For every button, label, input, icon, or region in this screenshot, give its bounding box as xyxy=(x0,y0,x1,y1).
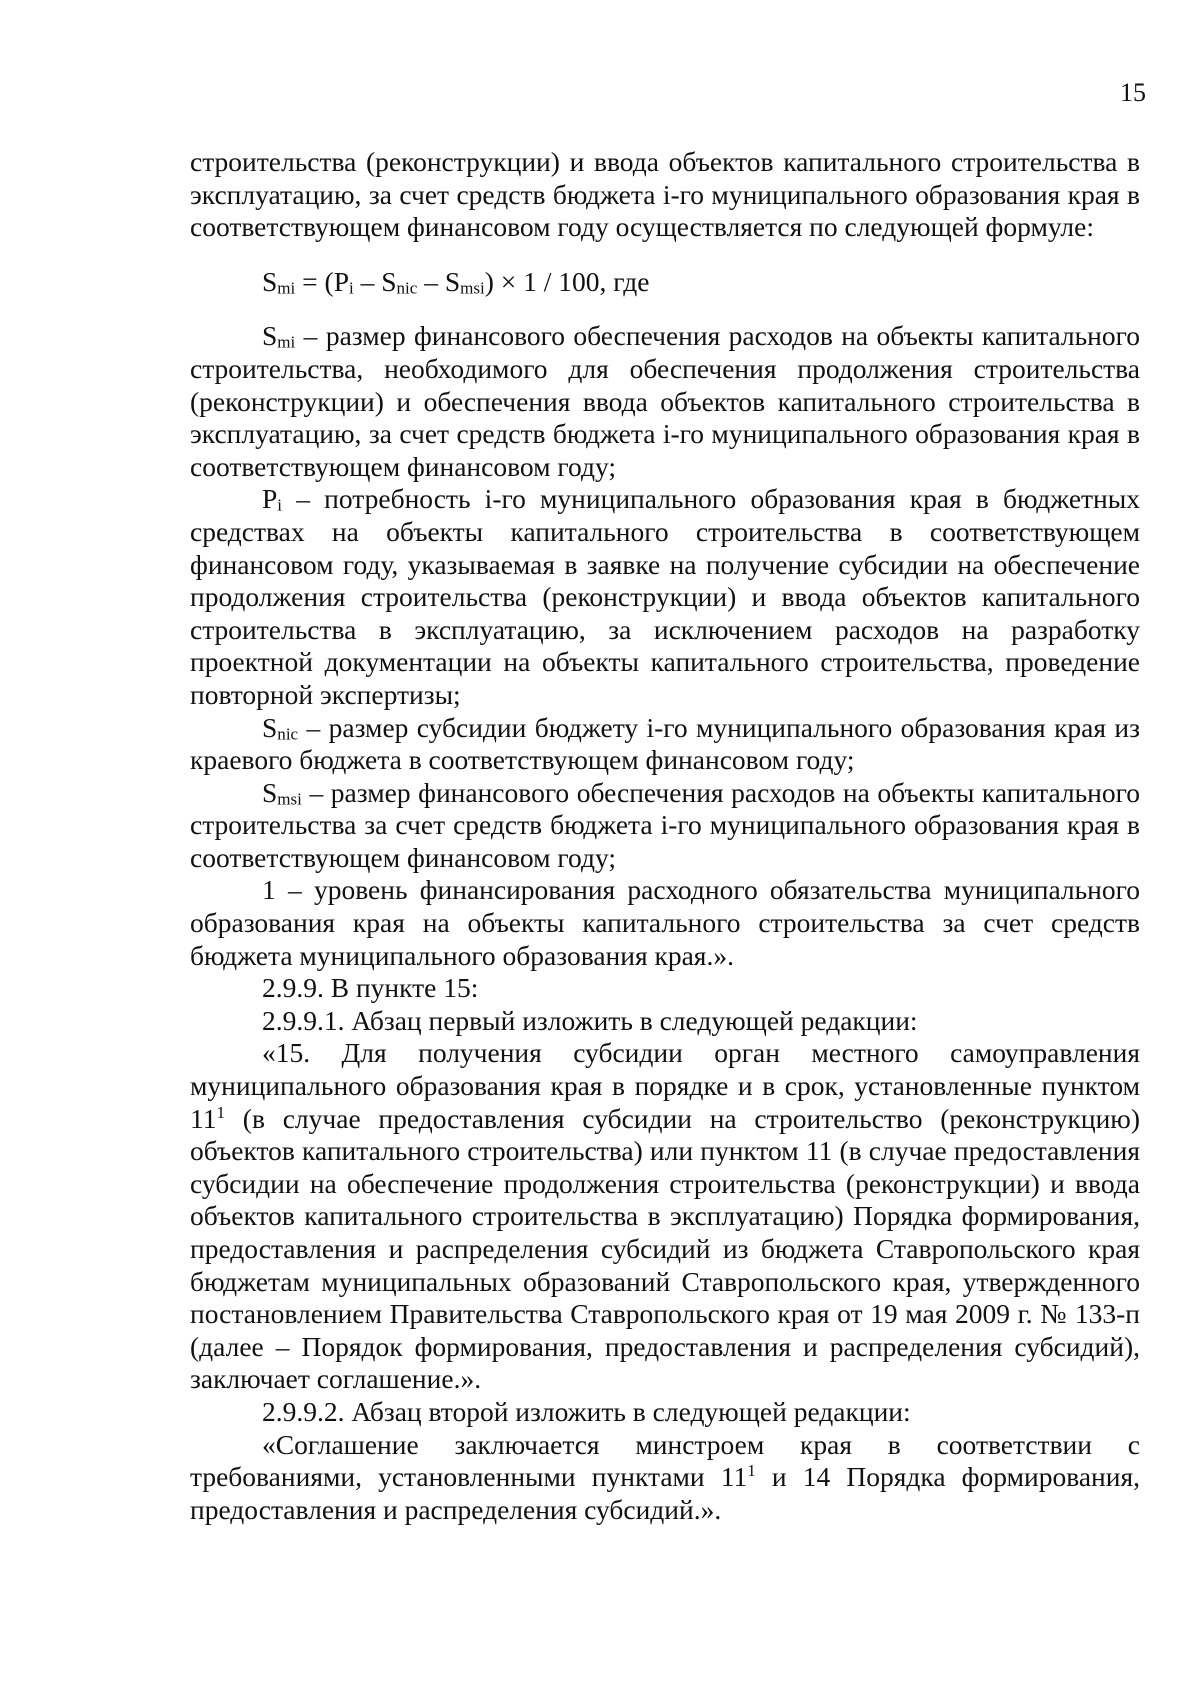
definition-pi: $P_i$ – потребность i-го муниципального образования края в бюджетных средствах на объекты капитального строительства в соответствующем финансовом году, указываемая в заявке на получение субсидии на обеспечение продолжения строительства (реконструкции) и ввода объектов капитального строительства в эксплуатацию, за исключением расходов на разработку проектной документации на объекты капитального строительства, проведение повторной экспертизы; xyxy=(190,483,1140,710)
definition-smi: $S_{mi}$ – размер финансового обеспечения расходов на объекты капитального строительства, необходимого для обеспечения продолжения строительства (реконструкции) и обеспечения ввода объектов капитального строительства в эксплуатацию, за счет средств бюджета i-го муниципального образования края в соответствующем финансовом году; xyxy=(190,320,1140,482)
intro-paragraph: строительства (реконструкции) и ввода объектов капитального строительства в эксплуатацию, за счет средств бюджета i-го муниципального образования края в соответствующем финансовом году осуществляется по следующей формуле: xyxy=(190,146,1140,243)
document-body xyxy=(190,146,1140,1526)
quote-agreement: «Соглашение заключается минстроем края в соответствии с требованиями, установленными пунктами $11^1$ и 14 Порядка формирования, предоставления и распределения субсидий.». xyxy=(190,1428,1140,1525)
item-2-9-9-2: 2.9.9.2. Абзац второй изложить в следующей редакции: xyxy=(262,1395,911,1427)
definition-smsi: $S_{msi}$ – размер финансового обеспечения расходов на объекты капитального строительства за счет средств бюджета i-го муниципального образования края в соответствующем финансовом году; xyxy=(190,776,1140,873)
item-2-9-9-1: 2.9.9.1. Абзац первый изложить в следующей редакции: xyxy=(262,1004,918,1036)
formula: $S_{mi} = (P_i - S_{nic} - S_{msi}) \times 1 / 100$, где xyxy=(262,265,650,298)
definition-snic: $S_{nic}$ – размер субсидии бюджету i-го муниципального образования края из краевого бюджета в соответствующем финансовом году; xyxy=(190,711,1140,776)
item-2-9-9: 2.9.9. В пункте 15: xyxy=(262,972,479,1004)
quote-paragraph-15: «15. Для получения субсидии орган местного самоуправления муниципального образования края в порядке и в срок, установленные пунктом $11^1$ (в случае предоставления субсидии на строительство (реконструкцию) объектов капитального строительства) или пунктом 11 (в случае предоставления субсидии на обеспечение продолжения строительства (реконструкции) и ввода объектов капитального строительства в эксплуатацию) Порядка формирования, предоставления и распределения субсидий из бюджета Ставропольского края бюджетам муниципальных образований Ставропольского края, утвержденного постановлением Правительства Ставропольского края от 19 мая 2009 г. № 133-п (далее – Порядок формирования, предоставления и распределения субсидий), заключает соглашение.». xyxy=(190,1037,1140,1395)
definition-level: 1 – уровень финансирования расходного обязательства муниципального образования края на объекты капитального строительства за счет средств бюджета муниципального образования края.». xyxy=(190,874,1140,971)
page-number: 15 xyxy=(1120,78,1146,107)
